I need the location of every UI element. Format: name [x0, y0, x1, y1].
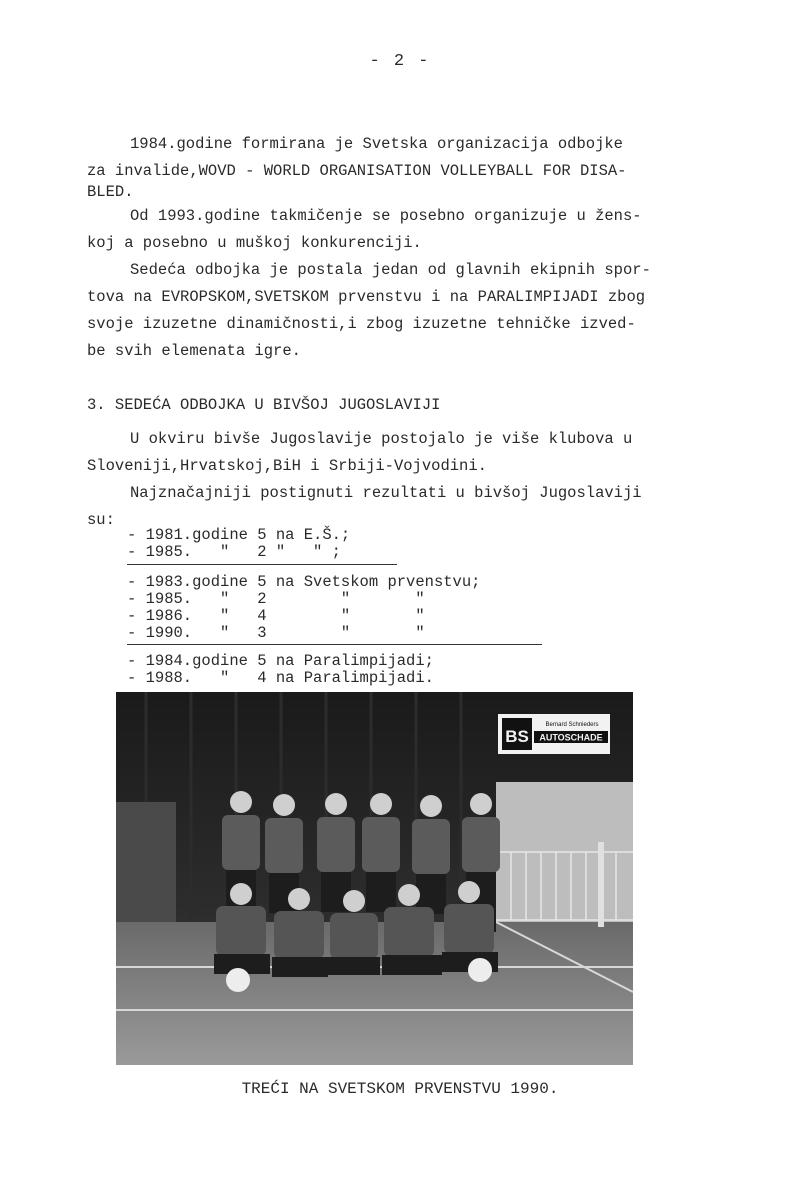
result-item: - 1990. " 3 " " [127, 624, 425, 642]
volleyball [468, 958, 492, 982]
sponsor-sign [498, 714, 610, 754]
team-photo [116, 692, 633, 1065]
result-item: - 1985. " 2 " " ; [127, 543, 341, 561]
paragraph-3-line: Sedeća odbojka je postala jedan od glavnih ekipnih spor- [130, 261, 651, 279]
result-item: - 1984.godine 5 na Paralimpijadi; [127, 652, 434, 670]
result-item: - 1981.godine 5 na E.Š.; [127, 526, 351, 544]
paragraph-5-line: Najznačajniji postignuti rezultati u bivšoj Jugoslaviji [130, 484, 642, 502]
paragraph-2-line: koj a posebno u muškoj konkurenciji. [87, 234, 422, 252]
result-item: - 1986. " 4 " " [127, 607, 425, 625]
section-heading: 3. SEDEĆA ODBOJKA U BIVŠOJ JUGOSLAVIJI [87, 396, 441, 414]
paragraph-3-line: be svih elemenata igre. [87, 342, 301, 360]
paragraph-1-line: 1984.godine formirana je Svetska organizacija odbojke [130, 135, 623, 153]
paragraph-2-line: Od 1993.godine takmičenje se posebno organizuje u žens- [130, 207, 642, 225]
sponsor-logo: BS [505, 727, 529, 746]
volleyball [226, 968, 250, 992]
paragraph-3-line: svoje izuzetne dinamičnosti,i zbog izuzetne tehničke izved- [87, 315, 636, 333]
paragraph-4-line: U okviru bivše Jugoslavije postojalo je više klubova u [130, 430, 633, 448]
result-item: - 1983.godine 5 na Svetskom prvenstvu; [127, 573, 481, 591]
paragraph-3-line: tova na EVROPSKOM,SVETSKOM prvenstvu i na PARALIMPIJADI zbog [87, 288, 646, 306]
result-item: - 1988. " 4 na Paralimpijadi. [127, 669, 434, 687]
results-divider [127, 644, 542, 645]
result-item: - 1985. " 2 " " [127, 590, 425, 608]
paragraph-5-line: su: [87, 511, 115, 529]
sponsor-name: AUTOSCHADE [539, 732, 603, 743]
sponsor-brand-line: Bernard Schnieders [545, 722, 599, 728]
results-divider [127, 564, 397, 565]
paragraph-1-line: za invalide,WOVD - WORLD ORGANISATION VOLLEYBALL FOR DISA- [87, 162, 627, 180]
paragraph-1-line: BLED. [87, 183, 134, 201]
page-number: - 2 - [369, 52, 431, 71]
photo-caption: TREĆI NA SVETSKOM PRVENSTVU 1990. [241, 1080, 559, 1098]
paragraph-4-line: Sloveniji,Hrvatskoj,BiH i Srbiji-Vojvodini. [87, 457, 487, 475]
